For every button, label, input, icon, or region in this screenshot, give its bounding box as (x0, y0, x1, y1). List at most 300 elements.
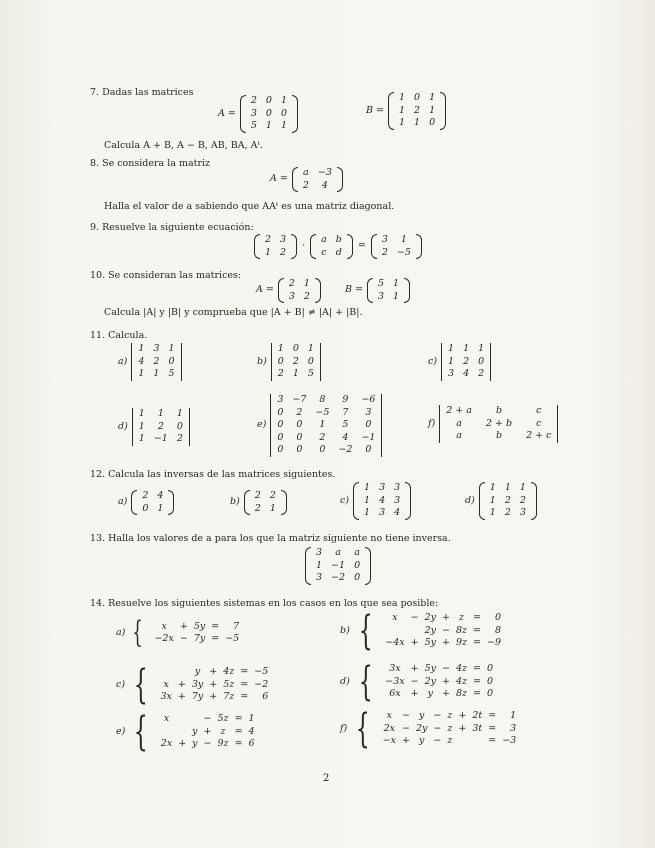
ex14-system-b (340, 608, 504, 654)
equation-term: = (473, 612, 482, 624)
equation-row (151, 633, 242, 646)
matrix-grid (251, 95, 287, 133)
equation-term: − (442, 624, 450, 636)
matrix-entry: 1 (429, 92, 436, 103)
equation-term: 5z (223, 678, 235, 690)
equation-row (380, 735, 520, 748)
equation-term: − (433, 735, 442, 747)
equation-system (158, 713, 258, 751)
equation-term: 0 (487, 675, 494, 687)
matrix-entry: 0 (277, 355, 284, 367)
equation-term: 9z (455, 637, 468, 649)
equation-term: + (410, 637, 419, 649)
matrix-entry: 3 (377, 290, 385, 302)
matrix-entry: 4 (379, 494, 386, 506)
matrix-entry: 1 (176, 408, 183, 419)
matrix-entry: 3 (394, 482, 401, 493)
matrix-entry: −1 (361, 431, 376, 443)
equation-term: −2 (254, 678, 269, 690)
equation-term: z (447, 722, 453, 734)
matrix-entry: 4 (321, 179, 328, 191)
matrix-entry: 1 (393, 290, 400, 302)
equation-term: −3x (385, 675, 405, 687)
equation-term: + (410, 663, 419, 675)
determinant-bar (557, 405, 558, 443)
parenthesis (244, 490, 250, 515)
matrix-entry: c (321, 246, 327, 258)
matrix-entry: 1 (138, 343, 145, 354)
matrix-entry: 0 (414, 92, 421, 103)
matrix-entry: 1 (277, 343, 284, 354)
ex9-statement: 9. Resuelve la siguiente ecuación: (90, 222, 254, 233)
equation-term: + (178, 738, 187, 750)
matrix-entry: 4 (342, 431, 349, 443)
matrix-grid (138, 343, 174, 381)
dot-operator: · (302, 240, 306, 252)
parenthesis (278, 278, 284, 303)
equation-term: + (442, 688, 450, 700)
parenthesis (440, 92, 446, 130)
equation-term: − (203, 713, 212, 725)
matrix-entry: 1 (414, 117, 421, 128)
ex11-det-e (257, 394, 382, 457)
matrix-label: A = (256, 284, 274, 296)
matrix-entry: 5 (250, 120, 257, 131)
matrix-entry: a (335, 547, 341, 558)
parenthesis (281, 490, 287, 515)
matrix-entry: 0 (307, 355, 314, 367)
item-label: b) (230, 496, 240, 508)
page-number: 2 (323, 773, 330, 784)
matrix-entry: d (335, 246, 342, 258)
equation-term (382, 625, 407, 638)
item-label: a) (118, 496, 128, 508)
ex10-matrix-a (256, 278, 321, 303)
parenthesis (388, 92, 394, 130)
equation-term: + (442, 637, 450, 649)
ex14-system-a (116, 615, 242, 650)
matrix-label: A = (270, 173, 288, 185)
matrix-entry: b (335, 234, 342, 245)
equation-term (455, 735, 469, 748)
equation-row (158, 738, 258, 751)
matrix-entry: 3 (153, 343, 160, 354)
ex7-statement: 7. Dadas las matrices (90, 87, 194, 98)
equation-term: 5y (424, 637, 437, 649)
equation-term: = (473, 637, 482, 649)
equation-term: −5 (254, 666, 269, 678)
matrix-entry: −3 (317, 167, 332, 178)
matrix-entry: 2 (504, 494, 511, 506)
equation-term: −9 (487, 637, 502, 649)
matrix-grid (382, 234, 411, 259)
matrix-entry: 5 (168, 368, 175, 379)
matrix-entry: 2 (277, 368, 284, 379)
equation-term: 4z (455, 663, 468, 675)
parenthesis (365, 547, 371, 585)
matrix-entry: 1 (478, 343, 485, 354)
ex11-statement: 11. Calcula. (90, 330, 148, 341)
ex12-matrix-d (465, 482, 537, 520)
parenthesis (305, 547, 311, 585)
ex8-matrix-a (270, 167, 343, 192)
ex14-system-f (340, 706, 519, 752)
equation-term: z (220, 725, 226, 737)
equation-term: + (209, 678, 218, 690)
ex11-det-f (428, 405, 558, 443)
item-label: c) (428, 355, 438, 367)
matrix-entry: 2 (478, 368, 485, 379)
equation-term: y (192, 725, 198, 737)
ex11-det-c (428, 343, 491, 381)
equation-term: x (163, 678, 169, 690)
parenthesis (353, 482, 359, 520)
matrix-entry: 3 (519, 507, 526, 518)
equation-term: = (211, 620, 220, 632)
equation-term: + (177, 691, 186, 703)
matrix-grid (142, 490, 163, 515)
equation-row (382, 663, 496, 676)
matrix-grid (277, 394, 375, 457)
equation-term: + (410, 688, 419, 700)
matrix-entry: −2 (338, 444, 353, 455)
matrix-entry: 0 (280, 107, 287, 119)
matrix-grid (303, 167, 332, 192)
matrix-grid (321, 234, 342, 259)
matrix-entry: 2 (176, 433, 183, 444)
matrix-entry: 5 (342, 419, 349, 430)
equation-term: −5 (225, 633, 240, 644)
equation-term: 4z (455, 675, 468, 687)
item-label: a) (116, 626, 126, 638)
matrix-entry: 2 + a (446, 405, 472, 416)
matrix-grid (448, 343, 484, 381)
equation-term (175, 666, 189, 679)
ex12-statement: 12. Calcula las inversas de las matrices siguientes. (90, 469, 336, 480)
equation-term: 1 (248, 713, 255, 725)
determinant-bar (189, 408, 190, 446)
matrix-entry: 1 (398, 104, 406, 116)
matrix-entry: 1 (448, 355, 455, 367)
equation-term: 0 (487, 663, 494, 675)
equation-term: 3x (160, 691, 172, 703)
matrix-entry: 2 (280, 246, 287, 258)
matrix-entry: −2 (331, 572, 346, 583)
equation-term: + (442, 612, 450, 624)
matrix-entry: 2 (519, 494, 526, 506)
equation-term: 2x (160, 738, 173, 750)
equation-system (151, 621, 242, 646)
ex11-det-b (257, 343, 321, 381)
matrix-entry: 0 (354, 572, 361, 583)
matrix-entry: 2 (265, 234, 272, 245)
matrix-entry: 0 (319, 444, 326, 455)
matrix-entry: 3 (394, 494, 401, 506)
equation-term: 2y (424, 624, 437, 636)
determinant-bar (132, 408, 133, 446)
ex7-matrix-a (218, 95, 298, 133)
parenthesis (315, 278, 321, 303)
matrix-entry: 1 (307, 343, 314, 354)
equation-term: 9z (217, 738, 229, 750)
matrix-entry: 3 (365, 406, 372, 418)
matrix-entry: 3 (277, 394, 284, 405)
equation-term (189, 713, 200, 726)
matrix-entry: −5 (396, 246, 411, 258)
matrix-entry: a (321, 234, 327, 245)
matrix-entry: 1 (400, 234, 407, 245)
equation-term: − (433, 722, 442, 734)
equation-term: − (410, 612, 419, 624)
equation-term: y (194, 666, 201, 678)
equation-row (158, 713, 258, 726)
matrix-entry: 9 (342, 394, 349, 405)
matrix-entry: 3 (250, 107, 257, 119)
item-label: e) (116, 725, 126, 737)
matrix-entry: a (303, 167, 309, 178)
equation-row (157, 679, 271, 692)
matrix-entry: 1 (292, 368, 299, 379)
equation-term: = (240, 666, 249, 678)
matrix-entry: 1 (489, 482, 496, 493)
matrix-grid (364, 482, 400, 520)
matrix-entry: 1 (364, 482, 371, 493)
equation-term: = (473, 675, 482, 687)
matrix-entry: 2 (319, 431, 326, 443)
item-label: f) (340, 722, 348, 734)
ex11-det-a (118, 343, 182, 381)
equation-term: − (402, 710, 410, 722)
matrix-entry: 1 (303, 278, 310, 289)
equals-sign: = (357, 240, 366, 252)
equation-term (158, 726, 175, 739)
equation-row (157, 691, 271, 704)
matrix-entry: 2 (157, 420, 164, 432)
matrix-entry: 0 (265, 107, 272, 119)
parenthesis (292, 167, 298, 192)
determinant-bar (270, 394, 271, 457)
equation-term: −4x (385, 637, 405, 649)
matrix-entry: 2 (504, 507, 511, 518)
equation-row (157, 666, 271, 679)
matrix-entry: 4 (138, 355, 145, 367)
brace-icon: { (358, 659, 373, 705)
matrix-entry: 0 (296, 444, 303, 455)
ex8-statement: 8. Se considera la matriz (90, 158, 211, 169)
parenthesis (310, 234, 316, 259)
matrix-entry: 3 (316, 547, 323, 558)
equation-term: 0 (487, 688, 494, 700)
equation-term: 7 (233, 620, 240, 632)
matrix-entry: 3 (381, 234, 388, 245)
parenthesis (404, 278, 410, 303)
ex10-matrix-b (345, 278, 410, 303)
matrix-entry: 1 (265, 120, 272, 131)
equation-term: 7y (193, 633, 206, 644)
matrix-entry: 4 (463, 368, 470, 379)
brace-icon: { (355, 706, 370, 752)
equation-term (175, 726, 189, 739)
matrix-entry: 1 (489, 494, 496, 506)
matrix-entry: 3 (379, 482, 386, 493)
matrix-entry: 0 (277, 431, 284, 443)
brace-icon: { (134, 709, 149, 755)
item-label: a) (118, 355, 128, 367)
equation-term: −3 (502, 735, 517, 747)
matrix-entry: 0 (176, 420, 183, 432)
matrix-entry: 1 (316, 559, 323, 571)
matrix-entry: 1 (138, 420, 145, 432)
matrix-entry: b (495, 430, 503, 441)
determinant-bar (181, 343, 182, 381)
equation-term: = (234, 713, 243, 725)
equation-term: 3 (510, 722, 517, 734)
matrix-entry: 1 (319, 419, 326, 430)
item-label: d) (118, 420, 128, 432)
matrix-entry: 0 (365, 419, 372, 430)
equation-term: + (402, 735, 410, 747)
ex13-statement: 13. Halla los valores de a para los que la matriz siguiente no tiene inversa. (90, 533, 451, 544)
parenthesis (371, 234, 377, 259)
matrix-entry: 0 (277, 419, 284, 430)
matrix-entry: 0 (168, 355, 175, 367)
determinant-bar (381, 394, 382, 457)
matrix-entry: 3 (379, 507, 386, 518)
equation-term: 7y (191, 691, 204, 703)
matrix-entry: 1 (280, 95, 287, 106)
matrix-grid (255, 490, 276, 515)
equation-system (382, 663, 496, 701)
parenthesis (479, 482, 485, 520)
equation-term: = (234, 725, 243, 737)
matrix-entry: 0 (478, 355, 485, 367)
equation-term: 0 (494, 612, 502, 624)
matrix-entry: 0 (265, 95, 272, 106)
matrix-entry: −5 (315, 406, 330, 418)
equation-system (382, 612, 504, 650)
matrix-entry: 0 (296, 419, 303, 430)
equation-row (158, 726, 258, 739)
equation-row (382, 625, 504, 638)
determinant-bar (271, 343, 272, 381)
matrix-entry: 2 (302, 179, 309, 191)
matrix-entry: 0 (277, 444, 284, 455)
matrix-entry: 1 (280, 120, 287, 131)
equation-term: 2x (383, 722, 396, 734)
equation-term: x (392, 612, 398, 624)
matrix-entry: 2 (414, 104, 421, 116)
matrix-entry: 3 (448, 368, 455, 379)
item-label: c) (116, 678, 126, 690)
item-label: e) (257, 419, 267, 430)
equation-term: y (419, 710, 425, 722)
equation-row (380, 723, 520, 736)
equation-system (380, 710, 520, 748)
matrix-entry: 1 (168, 343, 175, 354)
equation-term: 8z (455, 688, 468, 700)
equation-term: y (427, 688, 433, 700)
equation-term: 2t (472, 710, 483, 722)
equation-term: 6 (248, 738, 255, 750)
equation-row (380, 710, 520, 723)
matrix-entry: 8 (319, 394, 326, 405)
matrix-entry: 2 (254, 502, 261, 514)
matrix-entry: −7 (292, 394, 307, 405)
parenthesis (131, 490, 137, 515)
matrix-entry: 0 (142, 502, 149, 514)
matrix-entry: c (536, 417, 542, 429)
equation-term: + (209, 666, 218, 678)
equation-term: 2y (424, 612, 437, 624)
equation-term: + (442, 675, 450, 687)
matrix-entry: 1 (265, 246, 272, 258)
matrix-entry: −1 (153, 433, 168, 444)
matrix-entry: 1 (138, 433, 145, 444)
equation-term: 6 (262, 691, 269, 703)
matrix-entry: 1 (157, 502, 164, 514)
ex14-statement: 14. Resuelve los siguientes sistemas en los casos en los que sea posible: (90, 598, 439, 609)
ex10-task: Calcula |A| y |B| y comprueba que |A + B| ≠ |A| + |B|. (104, 307, 363, 318)
determinant-bar (320, 343, 321, 381)
equation-term: 5y (424, 663, 437, 675)
matrix-label: B = (345, 284, 363, 296)
equation-term: z (447, 710, 453, 722)
parenthesis (291, 234, 297, 259)
equation-term: 3t (472, 722, 483, 734)
ex12-matrix-c (340, 482, 411, 520)
matrix-entry: 1 (429, 104, 436, 116)
equation-term: 6x (389, 688, 401, 700)
equation-term: 8 (494, 624, 502, 636)
matrix-entry: 1 (448, 343, 455, 354)
matrix-entry: 4 (394, 507, 401, 518)
equation-term: 2y (415, 722, 428, 734)
matrix-entry: 2 + b (485, 417, 513, 429)
matrix-entry: 2 (153, 355, 160, 367)
equation-term: = (473, 624, 482, 636)
equation-term: = (488, 710, 497, 722)
item-label: d) (465, 494, 475, 506)
matrix-entry: c (536, 405, 542, 416)
matrix-entry: 2 (288, 278, 295, 289)
matrix-grid (399, 92, 435, 130)
matrix-entry: 0 (429, 117, 436, 128)
equation-term: = (488, 722, 497, 734)
matrix-entry: 7 (342, 406, 349, 418)
determinant-bar (441, 343, 442, 381)
matrix-entry: a (456, 430, 462, 441)
matrix-label: A = (218, 107, 236, 119)
determinant-bar (131, 343, 132, 381)
ex14-system-d (340, 659, 496, 705)
matrix-grid (278, 343, 314, 381)
matrix-entry: −6 (361, 394, 376, 405)
matrix-grid (139, 408, 183, 446)
equation-term: = (240, 678, 249, 690)
equation-term: 3y (191, 678, 204, 690)
matrix-label: B = (366, 104, 384, 116)
ex13-matrix (305, 547, 371, 585)
matrix-entry: b (495, 405, 503, 416)
matrix-entry: 2 (463, 355, 470, 367)
equation-term: − (179, 633, 188, 644)
matrix-entry: 0 (296, 431, 303, 443)
equation-term: = (473, 688, 482, 700)
matrix-grid (378, 278, 399, 303)
matrix-entry: 2 (381, 246, 388, 258)
equation-term: 7z (223, 691, 235, 703)
equation-term: 5y (193, 620, 206, 632)
